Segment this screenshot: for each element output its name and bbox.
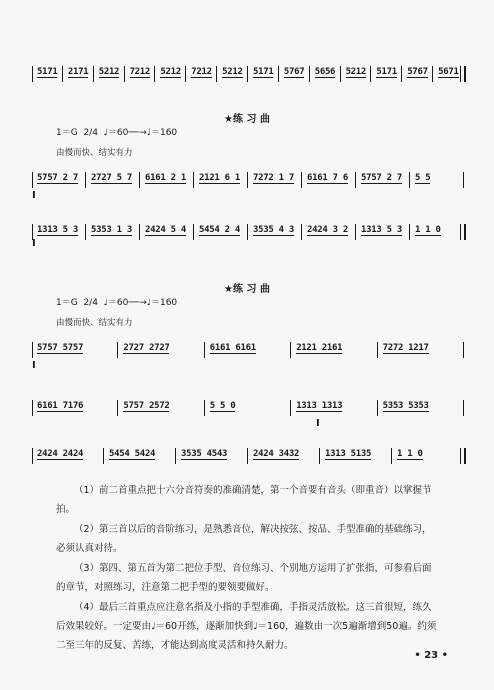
exercise-1-title: ★练 习 曲 <box>224 114 270 125</box>
barline <box>247 448 248 464</box>
measure: 5757 2 7 <box>37 173 78 183</box>
exercise-2-tempo <box>56 295 177 308</box>
barline <box>32 400 33 416</box>
measure: 5757 2 7 <box>361 173 402 183</box>
barline <box>247 224 248 240</box>
measure: 5671 <box>438 67 459 77</box>
measure: 1 1 0 <box>397 449 423 459</box>
barline <box>62 66 63 82</box>
barline <box>32 342 33 358</box>
final-barline <box>460 224 466 240</box>
measure: 5171 <box>376 67 397 77</box>
measure: 6161 7176 <box>37 401 84 411</box>
measure: 5454 2 4 <box>199 225 240 235</box>
measure: 5212 <box>98 67 120 77</box>
barline <box>463 172 464 188</box>
section-marker: I <box>32 190 36 201</box>
barline <box>139 224 140 240</box>
barline <box>463 400 464 416</box>
barline <box>175 448 176 464</box>
barline <box>32 66 33 82</box>
measure: 5454 5424 <box>109 449 156 459</box>
barline <box>391 448 392 464</box>
measure: 5767 <box>283 67 305 77</box>
barline <box>93 66 94 82</box>
final-barline <box>460 448 466 464</box>
barline <box>117 400 118 416</box>
section-marker: I <box>316 418 320 429</box>
time-signature: 2/4 <box>83 128 98 138</box>
barline <box>355 224 356 240</box>
measure: 5757 5757 <box>37 343 84 353</box>
section-marker: I <box>32 238 36 249</box>
measure: 1313 5135 <box>325 449 372 459</box>
barline <box>409 172 410 188</box>
exercise-2-expression: 由慢而快、结实有力 <box>56 318 133 328</box>
measure: 7212 <box>129 67 151 77</box>
barline <box>463 342 464 358</box>
measure: 5212 <box>345 67 367 77</box>
time-signature: 2/4 <box>83 298 98 308</box>
measure: 5212 <box>160 67 181 77</box>
section-marker: I <box>32 360 36 371</box>
measure: 5757 2572 <box>123 401 170 411</box>
note-paragraph-4: （4）最后三首重点应注意名指及小指的手型准确，手指灵活放松。这三首很短，练久后效果较好。一定要由♩＝60开练，逐渐加快到♩＝160，遍数由一次5遍渐增到50遍。约须二至三年的反复、苦练，才能达到高度灵活和持久耐力。 <box>56 602 437 651</box>
key-signature: 1＝G <box>56 298 78 308</box>
measure: 6161 7 6 <box>307 173 348 183</box>
barline <box>377 342 378 358</box>
measure: 2121 6 1 <box>199 173 240 183</box>
measure: 5212 <box>222 67 243 77</box>
measure: 2727 5 7 <box>91 173 132 183</box>
measure: 5171 <box>37 67 58 77</box>
key-signature: 1＝G <box>56 128 78 138</box>
barline <box>117 342 118 358</box>
exercise-2-line-3 <box>32 446 464 468</box>
measure: 6161 6161 <box>209 343 256 353</box>
barline <box>32 172 33 188</box>
measure: 5353 1 3 <box>91 225 132 235</box>
note-paragraph-3: （3）第四、第五首为第二把位手型、音位练习、个别地方运用了扩张指，可参看后面的章节，对照练习，注意第二把手型的要领要做好。 <box>56 563 432 593</box>
barline <box>377 400 378 416</box>
barline <box>340 66 341 82</box>
measure: 2727 2727 <box>123 343 170 353</box>
barline <box>355 172 356 188</box>
measure: 1313 5 3 <box>361 225 402 235</box>
exercise-1-tempo <box>56 125 177 138</box>
measure: 2424 2424 <box>37 449 84 459</box>
barline <box>301 224 302 240</box>
exercise-1-line-1 <box>32 170 464 192</box>
barline <box>216 66 217 82</box>
barline <box>370 66 371 82</box>
tempo-marking: ♩＝60──→♩＝160 <box>103 128 178 138</box>
barline <box>124 66 125 82</box>
barline <box>139 172 140 188</box>
measure: 3535 4543 <box>181 449 228 459</box>
measure: 1 1 0 <box>415 225 441 235</box>
barline <box>401 66 402 82</box>
barline <box>32 448 33 464</box>
top-notation-line <box>32 64 464 86</box>
barline <box>432 66 433 82</box>
measure: 7212 <box>191 67 212 77</box>
barline <box>301 172 302 188</box>
measure: 2424 5 4 <box>145 225 186 235</box>
measure: 5171 <box>253 67 274 77</box>
measure: 6161 2 1 <box>145 173 186 183</box>
barline <box>290 342 291 358</box>
barline <box>103 448 104 464</box>
measure: 5 5 0 <box>209 401 236 411</box>
exercise-2-line-2 <box>32 398 464 420</box>
note-paragraph-1: （1）前二首重点把十六分音符奏的准确清楚，第一个音要有音头（即重音）以掌握节拍。 <box>56 485 432 515</box>
note-paragraph-2: （2）第三首以后的音阶练习，是熟悉音位，解决按弦、按品、手型准确的基础练习，必须认真对待。 <box>56 524 432 554</box>
barline <box>309 66 310 82</box>
final-barline <box>460 66 466 82</box>
measure: 1313 5 3 <box>37 225 78 235</box>
measure: 1313 1313 <box>296 401 343 411</box>
barline <box>247 172 248 188</box>
barline <box>247 66 248 82</box>
tempo-marking: ♩＝60──→♩＝160 <box>103 298 178 308</box>
barline <box>85 172 86 188</box>
measure: 7272 1217 <box>382 343 429 353</box>
measure: 2424 3 2 <box>307 225 348 235</box>
measure: 2424 3432 <box>253 449 300 459</box>
exercise-2-title: ★练 习 曲 <box>224 284 270 295</box>
barline <box>409 224 410 240</box>
exercise-1-expression: 由慢而快、结实有力 <box>56 148 133 158</box>
barline <box>85 224 86 240</box>
measure: 3535 4 3 <box>253 225 294 235</box>
barline <box>290 400 291 416</box>
measure: 5656 <box>314 67 336 77</box>
barline <box>278 66 279 82</box>
exercise-1-line-2 <box>32 222 464 244</box>
measure: 5353 5353 <box>382 401 429 411</box>
barline <box>193 224 194 240</box>
measure: 7272 1 7 <box>253 173 294 183</box>
barline <box>204 342 205 358</box>
barline <box>319 448 320 464</box>
measure: 2121 2161 <box>296 343 343 353</box>
barline <box>154 66 155 82</box>
page-number: • 23 • <box>414 650 448 661</box>
measure: 2171 <box>67 67 89 77</box>
exercise-2-line-1 <box>32 340 464 362</box>
measure: 5767 <box>407 67 428 77</box>
barline <box>193 172 194 188</box>
barline <box>185 66 186 82</box>
barline <box>204 400 205 416</box>
measure: 5 5 <box>415 173 431 183</box>
